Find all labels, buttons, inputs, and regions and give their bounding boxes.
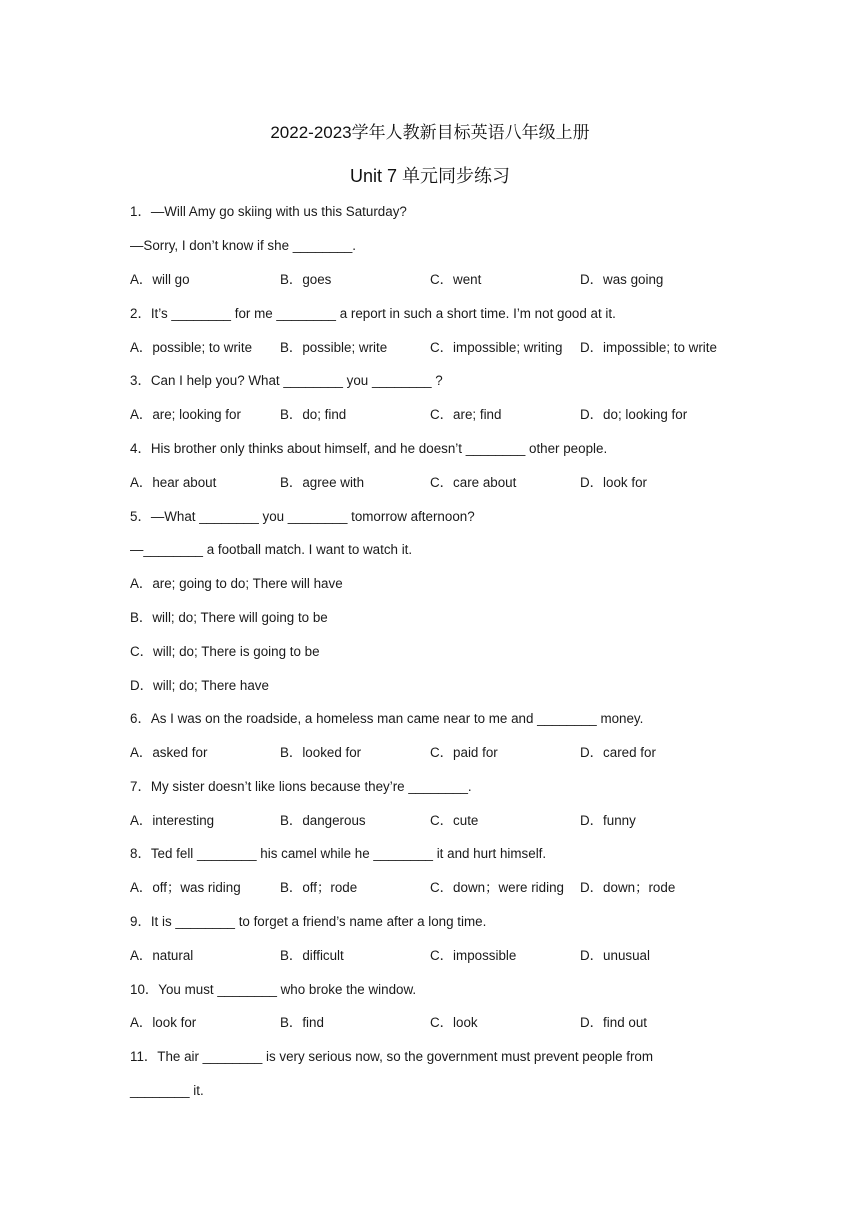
question-2-option-d: D．impossible; to write	[580, 340, 717, 355]
question-3-option-b: B．do; find	[280, 407, 347, 422]
question-2-option-a: A．possible; to write	[130, 340, 253, 355]
question-11-stem-continued: ________ it.	[130, 1083, 204, 1098]
question-5-option-d: D．will; do; There have	[130, 678, 269, 693]
question-1-reply: —Sorry, I don’t know if she ________.	[130, 238, 357, 253]
question-10-options	[130, 1014, 750, 1032]
question-2-options	[130, 339, 750, 357]
question-7-option-d: D．funny	[580, 813, 636, 828]
question-6-option-a: A．asked for	[130, 745, 208, 760]
document-subtitle: Unit 7 单元同步练习	[349, 166, 511, 186]
question-6-option-d: D．cared for	[580, 745, 656, 760]
question-7-options	[130, 812, 750, 830]
question-6-option-b: B．looked for	[280, 745, 362, 760]
question-7-option-a: A．interesting	[130, 813, 215, 828]
question-3-stem: 3．Can I help you? What ________ you ________ ?	[130, 373, 443, 388]
question-6-option-c: C．paid for	[430, 745, 498, 760]
question-4-option-a: A．hear about	[130, 475, 217, 490]
question-9-option-d: D．unusual	[580, 948, 650, 963]
question-10-option-c: C．look	[430, 1015, 478, 1030]
question-6-stem: 6．As I was on the roadside, a homeless man came near to me and ________ money.	[130, 711, 644, 726]
question-9-option-b: B．difficult	[280, 948, 344, 963]
question-3-option-c: C．are; find	[430, 407, 502, 422]
question-2-option-b: B．possible; write	[280, 340, 388, 355]
question-9-options	[130, 947, 750, 965]
question-5-option-a: A．are; going to do; There will have	[130, 576, 343, 591]
question-9-option-c: C．impossible	[430, 948, 517, 963]
document-title: 2022-2023学年人教新目标英语八年级上册	[270, 123, 590, 142]
question-2-stem: 2．It’s ________ for me ________ a report in such a short time. I’m not good at it.	[130, 306, 616, 321]
question-8-option-b: B．off；rode	[280, 880, 358, 895]
question-1-option-c: C．went	[430, 272, 482, 287]
question-7-option-b: B．dangerous	[280, 813, 366, 828]
question-8-option-c: C．down；were riding	[430, 880, 564, 895]
question-2-option-c: C．impossible; writing	[430, 340, 563, 355]
question-1-stem: 1．—Will Amy go skiing with us this Saturday?	[130, 204, 407, 219]
question-10-option-d: D．find out	[580, 1015, 647, 1030]
question-9-stem: 9．It is ________ to forget a friend’s name after a long time.	[130, 914, 487, 929]
question-3-option-a: A．are; looking for	[130, 407, 241, 422]
question-5-reply: —________ a football match. I want to watch it.	[130, 542, 413, 557]
question-7-stem: 7．My sister doesn’t like lions because they’re ________.	[130, 779, 472, 794]
question-8-options	[130, 879, 750, 897]
question-10-option-a: A．look for	[130, 1015, 197, 1030]
question-8-option-a: A．off；was riding	[130, 880, 241, 895]
question-6-options	[130, 744, 750, 762]
question-1-option-a: A．will go	[130, 272, 190, 287]
question-8-stem: 8．Ted fell ________ his camel while he ________ it and hurt himself.	[130, 846, 547, 861]
question-5-option-b: B．will; do; There will going to be	[130, 610, 328, 625]
question-9-option-a: A．natural	[130, 948, 194, 963]
question-1-option-d: D．was going	[580, 272, 664, 287]
question-4-option-b: B．agree with	[280, 475, 365, 490]
question-4-option-d: D．look for	[580, 475, 647, 490]
question-5-stem: 5．—What ________ you ________ tomorrow afternoon?	[130, 509, 475, 524]
question-10-option-b: B．find	[280, 1015, 324, 1030]
question-4-options	[130, 474, 750, 492]
question-3-options	[130, 406, 750, 424]
question-11-stem: 11．The air ________ is very serious now, so the government must prevent people from	[130, 1049, 654, 1064]
question-8-option-d: D．down；rode	[580, 880, 676, 895]
question-1-options	[130, 271, 750, 289]
question-7-option-c: C．cute	[430, 813, 479, 828]
question-4-stem: 4．His brother only thinks about himself, and he doesn’t ________ other people.	[130, 441, 608, 456]
question-1-option-b: B．goes	[280, 272, 332, 287]
question-10-stem: 10．You must ________ who broke the window.	[130, 982, 417, 997]
question-3-option-d: D．do; looking for	[580, 407, 688, 422]
question-5-option-c: C．will; do; There is going to be	[130, 644, 320, 659]
question-4-option-c: C．care about	[430, 475, 517, 490]
